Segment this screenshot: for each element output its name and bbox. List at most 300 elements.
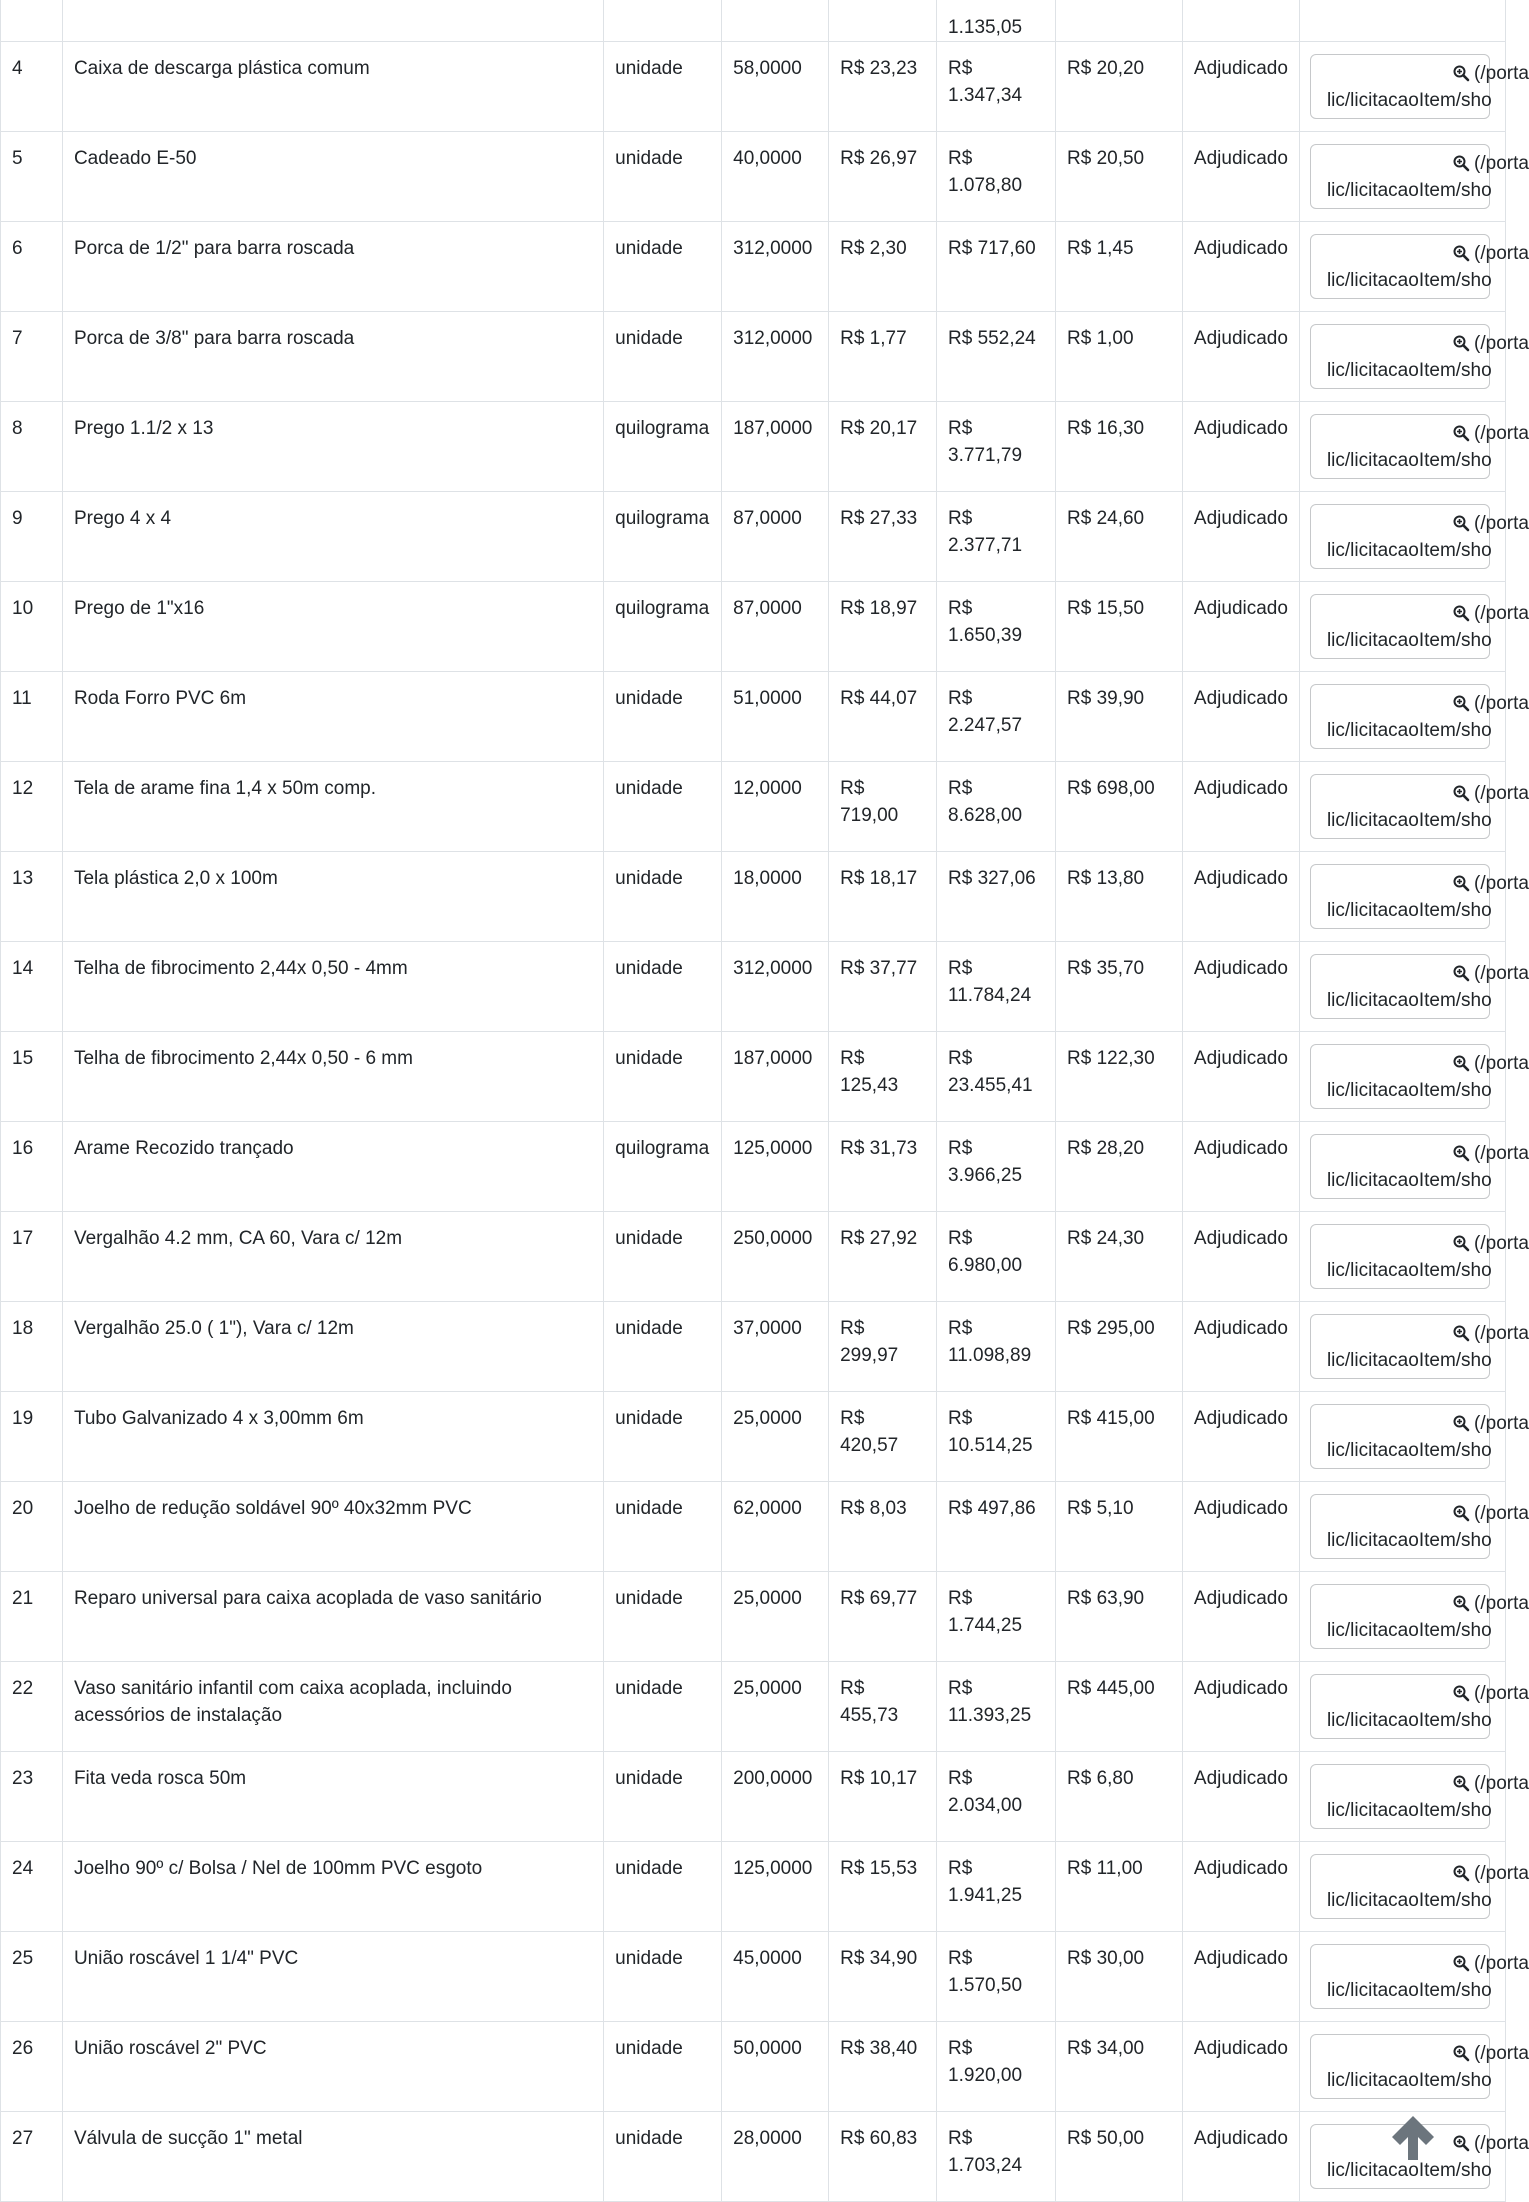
item-status: Adjudicado (1182, 942, 1299, 1032)
item-quantity: 312,0000 (722, 222, 829, 312)
item-description: Porca de 3/8" para barra roscada (62, 312, 603, 402)
item-unit: unidade (604, 1392, 722, 1482)
item-description: Cadeado E-50 (62, 132, 603, 222)
item-quantity: 28,0000 (722, 2112, 829, 2202)
item-number: 10 (1, 582, 63, 672)
item-unit-price: R$ 26,97 (829, 132, 937, 222)
item-actions (1299, 1122, 1529, 1212)
item-awarded-price: R$ 28,20 (1056, 1122, 1183, 1212)
item-description: União roscável 2" PVC (62, 2022, 603, 2112)
view-item-detail-button[interactable] (1310, 684, 1529, 749)
view-item-detail-button[interactable] (1310, 1494, 1529, 1559)
item-number: 14 (1, 942, 63, 1032)
item-status: Adjudicado (1182, 672, 1299, 762)
item-unit-price: R$ 34,90 (829, 1932, 937, 2022)
detail-link-line1: (/porta (1474, 423, 1529, 444)
item-unit: unidade (604, 1932, 722, 2022)
table-row (1, 1212, 1506, 1302)
item-number: 22 (1, 1662, 63, 1752)
item-status: Adjudicado (1182, 1752, 1299, 1842)
item-status: Adjudicado (1182, 492, 1299, 582)
scroll-to-top-button[interactable] (1386, 2110, 1440, 2164)
item-actions (1299, 402, 1529, 492)
view-item-detail-button[interactable] (1310, 594, 1529, 659)
item-actions (1299, 762, 1529, 852)
detail-link-line2: lic/licitacaoItem/sho (1326, 2160, 1492, 2181)
item-unit-price: R$ 31,73 (829, 1122, 937, 1212)
item-awarded-price: R$ 24,30 (1056, 1212, 1183, 1302)
item-unit: quilograma (604, 402, 722, 492)
item-quantity: 25,0000 (722, 1662, 829, 1752)
table-row (1, 1572, 1506, 1662)
zoom-in-icon (1453, 1055, 1469, 1071)
detail-link-line1: (/porta (1474, 2133, 1529, 2154)
item-awarded-price: R$ 11,00 (1056, 1842, 1183, 1932)
item-awarded-price: R$ 122,30 (1056, 1032, 1183, 1122)
view-item-detail-button[interactable] (1310, 1674, 1529, 1739)
item-number: 11 (1, 672, 63, 762)
item-actions (1299, 1572, 1529, 1662)
item-description: Prego de 1"x16 (62, 582, 603, 672)
table-row (1, 942, 1506, 1032)
item-awarded-price: R$ 1,00 (1056, 312, 1183, 402)
item-quantity: 37,0000 (722, 1302, 829, 1392)
detail-link-line1: (/porta (1474, 693, 1529, 714)
item-number: 17 (1, 1212, 63, 1302)
item-quantity: 312,0000 (722, 942, 829, 1032)
table-row (1, 1392, 1506, 1482)
item-status: Adjudicado (1182, 1032, 1299, 1122)
item-unit-price: R$ 23,23 (829, 42, 937, 132)
item-actions (1299, 0, 1505, 42)
item-status: Adjudicado (1182, 42, 1299, 132)
item-unit-price (829, 0, 937, 42)
item-actions (1299, 1482, 1529, 1572)
item-number: 7 (1, 312, 63, 402)
zoom-in-icon (1453, 875, 1469, 891)
item-number: 26 (1, 2022, 63, 2112)
item-status: Adjudicado (1182, 1482, 1299, 1572)
item-actions (1299, 1212, 1529, 1302)
item-number: 15 (1, 1032, 63, 1122)
item-status: Adjudicado (1182, 1302, 1299, 1392)
view-item-detail-button[interactable] (1310, 1224, 1529, 1289)
detail-link-line1: (/porta (1474, 603, 1529, 624)
view-item-detail-button[interactable] (1310, 774, 1529, 839)
zoom-in-icon (1453, 1415, 1469, 1431)
item-status: Adjudicado (1182, 1572, 1299, 1662)
item-number: 21 (1, 1572, 63, 1662)
item-awarded-price: R$ 415,00 (1056, 1392, 1183, 1482)
detail-link-line1: (/porta (1474, 1323, 1529, 1344)
zoom-in-icon (1453, 1955, 1469, 1971)
item-status: Adjudicado (1182, 2022, 1299, 2112)
zoom-in-icon (1453, 65, 1469, 81)
item-quantity: 12,0000 (722, 762, 829, 852)
detail-link-line2: lic/licitacaoItem/sho (1326, 360, 1492, 381)
view-item-detail-button[interactable] (1310, 1854, 1529, 1919)
view-item-detail-button[interactable] (1310, 2034, 1529, 2099)
item-unit: unidade (604, 1212, 722, 1302)
zoom-in-icon (1453, 1235, 1469, 1251)
item-number: 12 (1, 762, 63, 852)
view-item-detail-button[interactable] (1310, 414, 1529, 479)
zoom-in-icon (1453, 245, 1469, 261)
table-row (1, 672, 1506, 762)
item-actions (1299, 1392, 1529, 1482)
detail-link-line2: lic/licitacaoItem/sho (1326, 1530, 1492, 1551)
item-description: Tela plástica 2,0 x 100m (62, 852, 603, 942)
item-awarded-price: R$ 16,30 (1056, 402, 1183, 492)
item-description: Prego 1.1/2 x 13 (62, 402, 603, 492)
view-item-detail-button[interactable] (1310, 234, 1529, 299)
table-row (1, 0, 1506, 42)
item-unit-price: R$ 27,92 (829, 1212, 937, 1302)
item-total-price: 1.135,05 (937, 0, 1056, 42)
item-status: Adjudicado (1182, 1932, 1299, 2022)
item-quantity: 200,0000 (722, 1752, 829, 1842)
item-description: Reparo universal para caixa acoplada de vaso sanitário (62, 1572, 603, 1662)
item-actions (1299, 1842, 1529, 1932)
item-actions (1299, 852, 1529, 942)
item-status: Adjudicado (1182, 852, 1299, 942)
detail-link-line2: lic/licitacaoItem/sho (1326, 810, 1492, 831)
item-awarded-price: R$ 35,70 (1056, 942, 1183, 1032)
view-item-detail-button[interactable] (1310, 144, 1529, 209)
items-table-body (1, 0, 1529, 2202)
detail-link-line2: lic/licitacaoItem/sho (1326, 180, 1492, 201)
table-row (1, 852, 1506, 942)
item-unit-price: R$ 69,77 (829, 1572, 937, 1662)
detail-link-line1: (/porta (1474, 1953, 1529, 1974)
item-actions (1299, 1032, 1529, 1122)
item-total-price: R$ 23.455,41 (937, 1032, 1056, 1122)
item-status: Adjudicado (1182, 1662, 1299, 1752)
item-total-price: R$ 552,24 (937, 312, 1056, 402)
item-unit: unidade (604, 222, 722, 312)
detail-link-line2: lic/licitacaoItem/sho (1326, 2070, 1492, 2091)
item-unit: unidade (604, 312, 722, 402)
item-unit: unidade (604, 672, 722, 762)
item-unit-price: R$ 125,43 (829, 1032, 937, 1122)
detail-link-line2: lic/licitacaoItem/sho (1326, 720, 1492, 741)
item-total-price: R$ 1.744,25 (937, 1572, 1056, 1662)
item-unit-price: R$ 38,40 (829, 2022, 937, 2112)
view-item-detail-button[interactable] (1310, 1764, 1529, 1829)
item-quantity: 125,0000 (722, 1122, 829, 1212)
item-description: Tubo Galvanizado 4 x 3,00mm 6m (62, 1392, 603, 1482)
item-actions (1299, 582, 1529, 672)
detail-link-line2: lic/licitacaoItem/sho (1326, 1440, 1492, 1461)
item-description: Arame Recozido trançado (62, 1122, 603, 1212)
item-number: 8 (1, 402, 63, 492)
detail-link-line1: (/porta (1474, 783, 1529, 804)
item-status: Adjudicado (1182, 1212, 1299, 1302)
zoom-in-icon (1453, 1505, 1469, 1521)
item-quantity: 250,0000 (722, 1212, 829, 1302)
zoom-in-icon (1453, 1325, 1469, 1341)
item-total-price: R$ 497,86 (937, 1482, 1056, 1572)
item-description: Vaso sanitário infantil com caixa acoplada, incluindo acessórios de instalação (62, 1662, 603, 1752)
detail-link-line1: (/porta (1474, 1233, 1529, 1254)
item-number: 20 (1, 1482, 63, 1572)
detail-link-line2: lic/licitacaoItem/sho (1326, 90, 1492, 111)
item-awarded-price: R$ 13,80 (1056, 852, 1183, 942)
item-unit: unidade (604, 1032, 722, 1122)
table-row (1, 1842, 1506, 1932)
view-item-detail-button[interactable] (1310, 54, 1529, 119)
item-unit-price: R$ 420,57 (829, 1392, 937, 1482)
item-status: Adjudicado (1182, 312, 1299, 402)
item-total-price: R$ 3.966,25 (937, 1122, 1056, 1212)
item-unit-price: R$ 1,77 (829, 312, 937, 402)
item-total-price: R$ 1.941,25 (937, 1842, 1056, 1932)
item-actions (1299, 1662, 1529, 1752)
item-total-price: R$ 1.703,24 (937, 2112, 1056, 2202)
item-awarded-price: R$ 1,45 (1056, 222, 1183, 312)
item-number: 4 (1, 42, 63, 132)
item-awarded-price: R$ 445,00 (1056, 1662, 1183, 1752)
item-description: Vergalhão 4.2 mm, CA 60, Vara c/ 12m (62, 1212, 603, 1302)
item-description: Tela de arame fina 1,4 x 50m comp. (62, 762, 603, 852)
zoom-in-icon (1453, 515, 1469, 531)
table-row (1, 2022, 1506, 2112)
table-row (1, 42, 1506, 132)
item-status: Adjudicado (1182, 402, 1299, 492)
item-awarded-price: R$ 20,50 (1056, 132, 1183, 222)
item-actions (1299, 132, 1529, 222)
item-total-price: R$ 11.784,24 (937, 942, 1056, 1032)
detail-link-line2: lic/licitacaoItem/sho (1326, 1980, 1492, 2001)
item-quantity: 187,0000 (722, 402, 829, 492)
item-status: Adjudicado (1182, 1392, 1299, 1482)
item-description: Vergalhão 25.0 ( 1"), Vara c/ 12m (62, 1302, 603, 1392)
detail-link-line1: (/porta (1474, 153, 1529, 174)
item-quantity: 25,0000 (722, 1572, 829, 1662)
detail-link-line1: (/porta (1474, 1413, 1529, 1434)
arrow-up-icon (1388, 2112, 1438, 2162)
item-unit: unidade (604, 2022, 722, 2112)
item-description: Caixa de descarga plástica comum (62, 42, 603, 132)
detail-link-line2: lic/licitacaoItem/sho (1326, 450, 1492, 471)
item-unit: unidade (604, 942, 722, 1032)
view-item-detail-button[interactable] (1310, 1944, 1529, 2009)
table-row (1, 1032, 1506, 1122)
item-unit-price: R$ 15,53 (829, 1842, 937, 1932)
view-item-detail-button[interactable] (1310, 1134, 1529, 1199)
item-description: Telha de fibrocimento 2,44x 0,50 - 6 mm (62, 1032, 603, 1122)
detail-link-line2: lic/licitacaoItem/sho (1326, 1260, 1492, 1281)
table-row (1, 222, 1506, 312)
item-status (1182, 0, 1299, 42)
item-awarded-price: R$ 63,90 (1056, 1572, 1183, 1662)
item-unit (604, 0, 722, 42)
item-total-price: R$ 1.347,34 (937, 42, 1056, 132)
item-actions (1299, 222, 1529, 312)
item-total-price: R$ 2.247,57 (937, 672, 1056, 762)
item-quantity: 40,0000 (722, 132, 829, 222)
detail-link-line1: (/porta (1474, 1683, 1529, 1704)
item-total-price: R$ 2.377,71 (937, 492, 1056, 582)
item-unit-price: R$ 8,03 (829, 1482, 937, 1572)
detail-link-line2: lic/licitacaoItem/sho (1326, 1890, 1492, 1911)
zoom-in-icon (1453, 155, 1469, 171)
item-status: Adjudicado (1182, 762, 1299, 852)
zoom-in-icon (1453, 965, 1469, 981)
item-quantity: 51,0000 (722, 672, 829, 762)
item-total-price: R$ 1.650,39 (937, 582, 1056, 672)
item-awarded-price: R$ 39,90 (1056, 672, 1183, 762)
table-row (1, 582, 1506, 672)
detail-link-line1: (/porta (1474, 2043, 1529, 2064)
item-quantity (722, 0, 829, 42)
view-item-detail-button[interactable] (1310, 1044, 1529, 1109)
item-number: 19 (1, 1392, 63, 1482)
item-total-price: R$ 2.034,00 (937, 1752, 1056, 1842)
item-awarded-price: R$ 698,00 (1056, 762, 1183, 852)
zoom-in-icon (1453, 1145, 1469, 1161)
item-number: 13 (1, 852, 63, 942)
item-awarded-price: R$ 30,00 (1056, 1932, 1183, 2022)
item-quantity: 25,0000 (722, 1392, 829, 1482)
detail-link-line2: lic/licitacaoItem/sho (1326, 270, 1492, 291)
item-description: Porca de 1/2" para barra roscada (62, 222, 603, 312)
table-row (1, 402, 1506, 492)
item-awarded-price: R$ 5,10 (1056, 1482, 1183, 1572)
item-unit-price: R$ 37,77 (829, 942, 937, 1032)
item-number (1, 0, 63, 42)
item-awarded-price: R$ 6,80 (1056, 1752, 1183, 1842)
item-quantity: 125,0000 (722, 1842, 829, 1932)
item-unit: unidade (604, 1752, 722, 1842)
item-actions (1299, 42, 1529, 132)
detail-link-line2: lic/licitacaoItem/sho (1326, 1620, 1492, 1641)
view-item-detail-button[interactable] (1310, 1584, 1529, 1649)
item-total-price: R$ 1.920,00 (937, 2022, 1056, 2112)
view-item-detail-button[interactable] (1310, 1404, 1529, 1469)
item-unit-price: R$ 2,30 (829, 222, 937, 312)
item-actions (1299, 1302, 1529, 1392)
item-number: 5 (1, 132, 63, 222)
item-total-price: R$ 11.098,89 (937, 1302, 1056, 1392)
zoom-in-icon (1453, 425, 1469, 441)
item-unit-price: R$ 299,97 (829, 1302, 937, 1392)
detail-link-line2: lic/licitacaoItem/sho (1326, 540, 1492, 561)
table-row (1, 132, 1506, 222)
zoom-in-icon (1453, 1685, 1469, 1701)
item-quantity: 187,0000 (722, 1032, 829, 1122)
item-total-price: R$ 327,06 (937, 852, 1056, 942)
detail-link-line2: lic/licitacaoItem/sho (1326, 1170, 1492, 1191)
detail-link-line2: lic/licitacaoItem/sho (1326, 900, 1492, 921)
view-item-detail-button[interactable] (1310, 324, 1529, 389)
item-number: 23 (1, 1752, 63, 1842)
item-total-price: R$ 1.078,80 (937, 132, 1056, 222)
item-status: Adjudicado (1182, 222, 1299, 312)
item-total-price: R$ 717,60 (937, 222, 1056, 312)
item-unit: unidade (604, 852, 722, 942)
item-actions (1299, 672, 1529, 762)
item-unit: unidade (604, 132, 722, 222)
item-description: Joelho de redução soldável 90º 40x32mm PVC (62, 1482, 603, 1572)
zoom-in-icon (1453, 335, 1469, 351)
item-unit-price: R$ 44,07 (829, 672, 937, 762)
zoom-in-icon (1453, 1595, 1469, 1611)
detail-link-line2: lic/licitacaoItem/sho (1326, 630, 1492, 651)
item-description: Prego 4 x 4 (62, 492, 603, 582)
item-number: 27 (1, 2112, 63, 2202)
item-awarded-price (1056, 0, 1183, 42)
item-status: Adjudicado (1182, 582, 1299, 672)
table-row (1, 2112, 1506, 2202)
table-row (1, 492, 1506, 582)
detail-link-line1: (/porta (1474, 1053, 1529, 1074)
detail-link-line1: (/porta (1474, 63, 1529, 84)
item-unit-price: R$ 18,17 (829, 852, 937, 942)
item-total-price: R$ 1.570,50 (937, 1932, 1056, 2022)
item-awarded-price: R$ 15,50 (1056, 582, 1183, 672)
item-actions (1299, 312, 1529, 402)
detail-link-line1: (/porta (1474, 513, 1529, 534)
item-unit-price: R$ 455,73 (829, 1662, 937, 1752)
item-unit: unidade (604, 42, 722, 132)
zoom-in-icon (1453, 695, 1469, 711)
zoom-in-icon (1453, 1775, 1469, 1791)
item-unit: quilograma (604, 492, 722, 582)
item-status: Adjudicado (1182, 2112, 1299, 2202)
view-item-detail-button[interactable] (1310, 1314, 1529, 1379)
view-item-detail-button[interactable] (1310, 504, 1529, 569)
detail-link-line1: (/porta (1474, 333, 1529, 354)
item-number: 25 (1, 1932, 63, 2022)
item-actions (1299, 2022, 1529, 2112)
item-unit: unidade (604, 762, 722, 852)
item-quantity: 312,0000 (722, 312, 829, 402)
item-unit: unidade (604, 1482, 722, 1572)
item-awarded-price: R$ 295,00 (1056, 1302, 1183, 1392)
item-total-price: R$ 8.628,00 (937, 762, 1056, 852)
zoom-in-icon (1453, 785, 1469, 801)
table-row (1, 1122, 1506, 1212)
item-status: Adjudicado (1182, 1122, 1299, 1212)
item-unit: unidade (604, 1572, 722, 1662)
detail-link-line2: lic/licitacaoItem/sho (1326, 1350, 1492, 1371)
item-description: Joelho 90º c/ Bolsa / Nel de 100mm PVC esgoto (62, 1842, 603, 1932)
item-total-price: R$ 6.980,00 (937, 1212, 1056, 1302)
item-number: 18 (1, 1302, 63, 1392)
detail-link-line1: (/porta (1474, 243, 1529, 264)
item-unit-price: R$ 10,17 (829, 1752, 937, 1842)
view-item-detail-button[interactable] (1310, 954, 1529, 1019)
view-item-detail-button[interactable] (1310, 864, 1529, 929)
item-description: Válvula de sucção 1" metal (62, 2112, 603, 2202)
item-awarded-price: R$ 24,60 (1056, 492, 1183, 582)
item-unit: unidade (604, 1842, 722, 1932)
item-quantity: 87,0000 (722, 492, 829, 582)
item-awarded-price: R$ 50,00 (1056, 2112, 1183, 2202)
item-unit: quilograma (604, 1122, 722, 1212)
item-unit: unidade (604, 1302, 722, 1392)
table-row (1, 1482, 1506, 1572)
zoom-in-icon (1453, 605, 1469, 621)
item-description: Telha de fibrocimento 2,44x 0,50 - 4mm (62, 942, 603, 1032)
detail-link-line2: lic/licitacaoItem/sho (1326, 1080, 1492, 1101)
detail-link-line2: lic/licitacaoItem/sho (1326, 1710, 1492, 1731)
detail-link-line1: (/porta (1474, 873, 1529, 894)
item-number: 24 (1, 1842, 63, 1932)
item-total-price: R$ 11.393,25 (937, 1662, 1056, 1752)
item-unit-price: R$ 18,97 (829, 582, 937, 672)
